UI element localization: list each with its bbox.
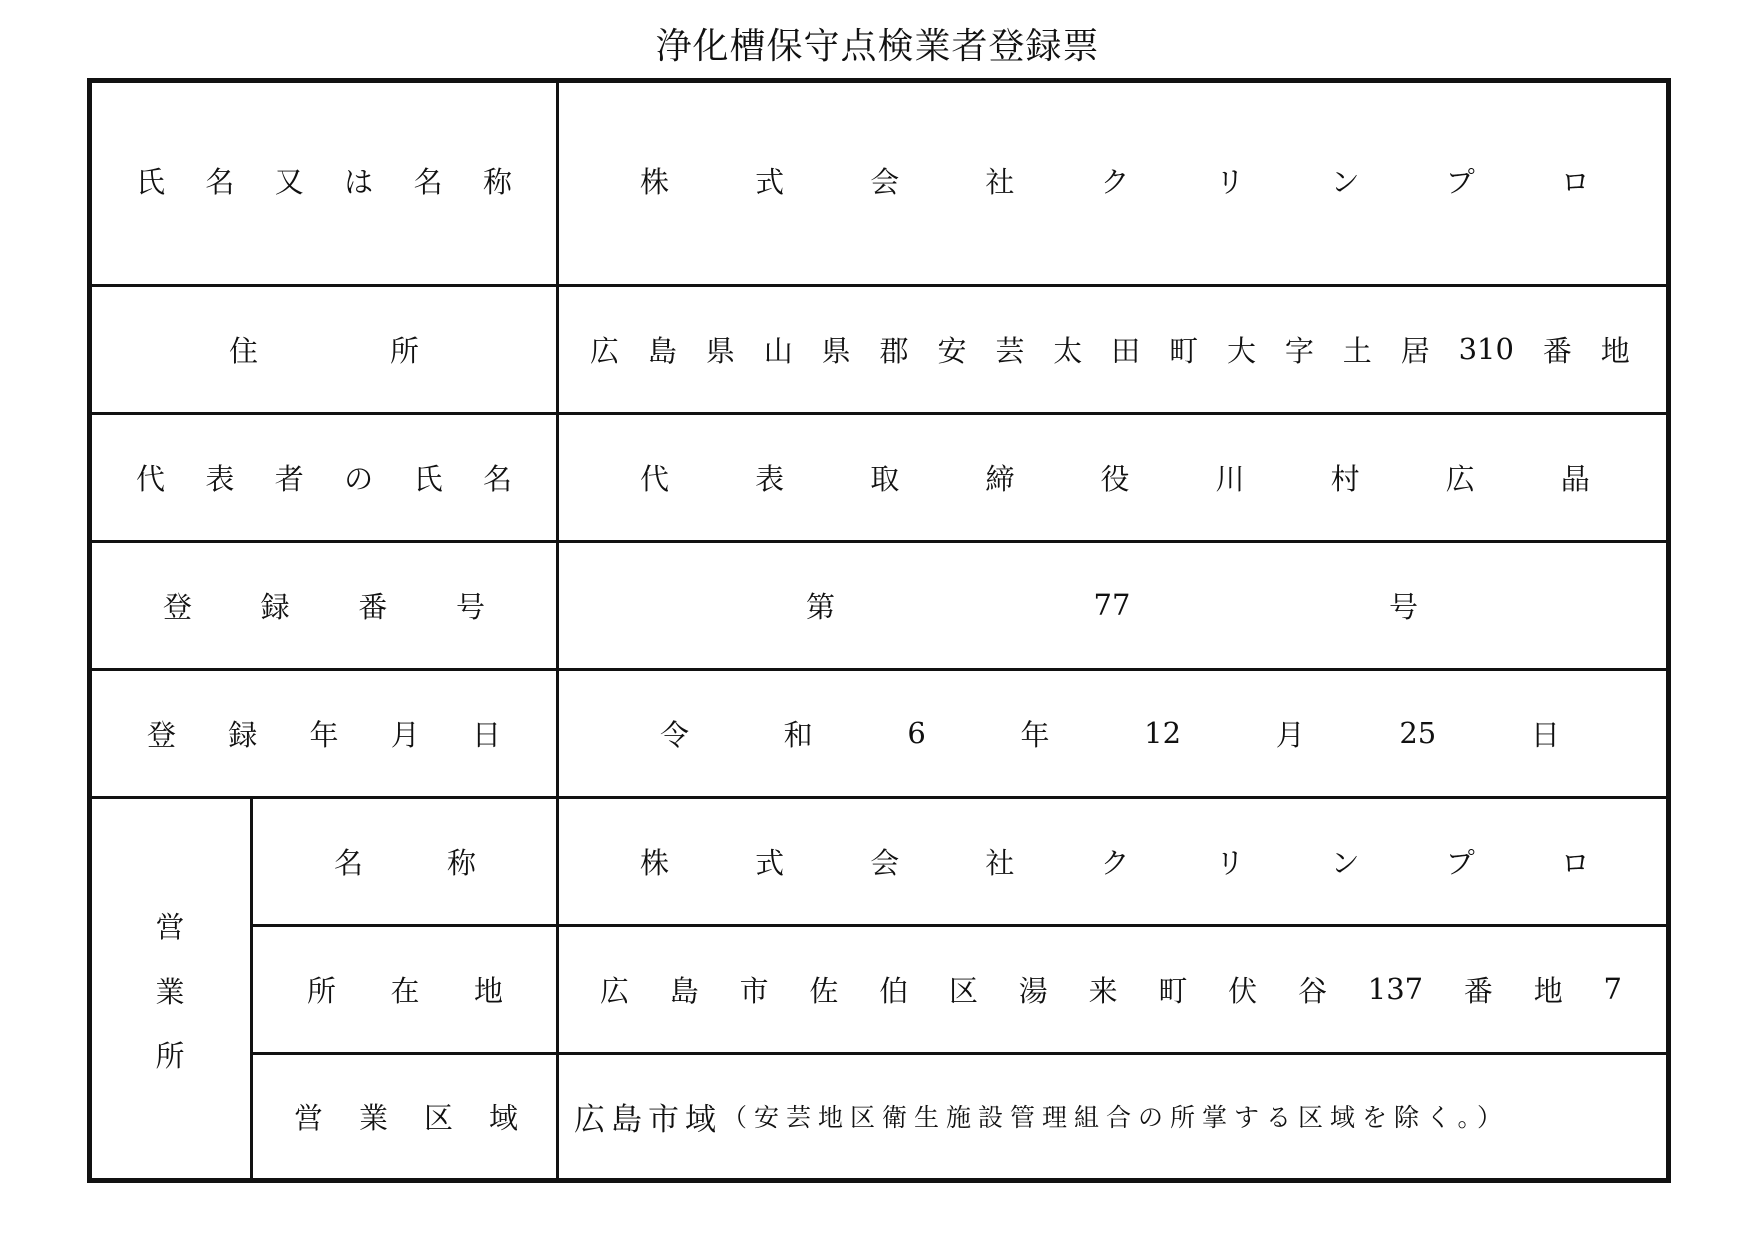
address-label: 住 所 [229, 333, 419, 368]
registration-date-label: 登 録 年 月 日 [147, 717, 501, 752]
office-group-label: 営 業 所 [155, 910, 185, 1073]
business-area-note: （安芸地区衛生施設管理組合の所掌する区域を除く。） [722, 1103, 1510, 1132]
address-value: 広 島 県 山 県 郡 安 芸 太 田 町 大 字 土 居 310 番 地 [590, 332, 1630, 368]
office-name-label: 名 称 [334, 845, 476, 880]
office-location-value: 広 島 市 佐 伯 区 湯 来 町 伏 谷 137 番 地 7 [600, 972, 1622, 1008]
registration-number-value: 第 77 号 [806, 588, 1418, 624]
column-divider [250, 797, 253, 1178]
registration-number-label: 登 録 番 号 [163, 589, 485, 624]
representative-label: 代 表 者 の 氏 名 [136, 461, 512, 496]
business-area-value [574, 1054, 1664, 1178]
business-area-main: 広島市域 [574, 1101, 722, 1138]
name-value: 株 式 会 社 ク リ ン プ ロ [640, 164, 1590, 199]
registration-date-value: 令 和 6 年 12 月 25 日 [660, 716, 1560, 752]
name-label: 氏 名 又 は 名 称 [136, 164, 512, 199]
office-name-value: 株 式 会 社 ク リ ン プ ロ [640, 845, 1590, 880]
document-title: 浄化槽保守点検業者登録票 [655, 26, 1100, 67]
business-area-label: 営 業 区 域 [294, 1100, 518, 1135]
column-divider [556, 83, 559, 1178]
office-location-label: 所 在 地 [307, 973, 503, 1008]
representative-value: 代 表 取 締 役 川 村 広 晶 [640, 461, 1590, 496]
